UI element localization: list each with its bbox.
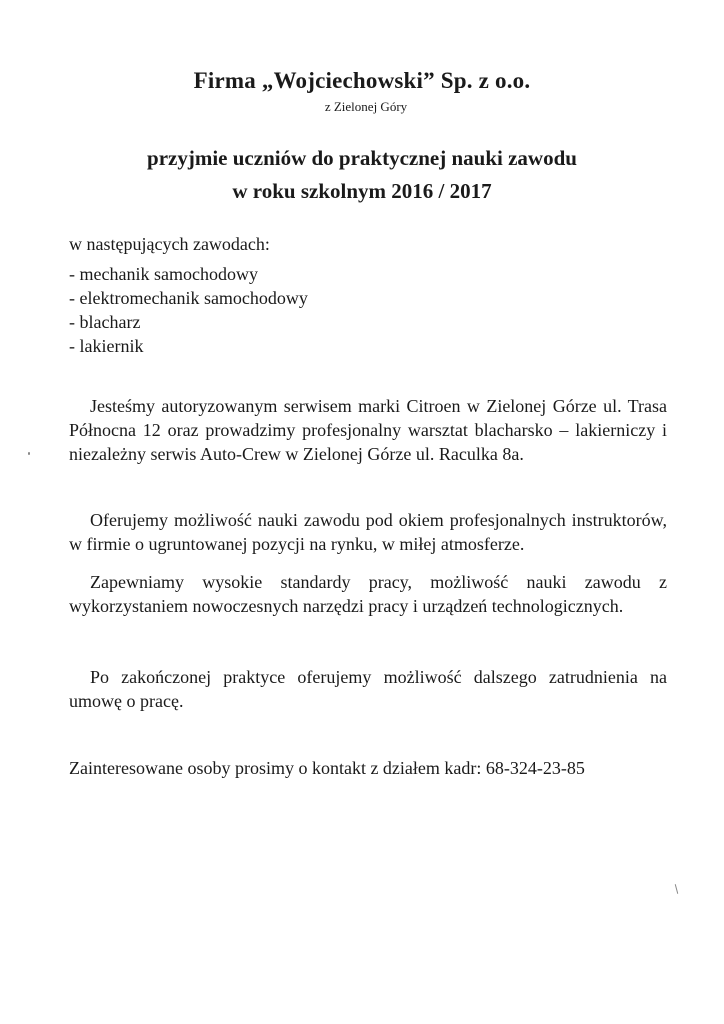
professions-intro: w następujących zawodach: [69, 234, 270, 254]
standards-paragraph: Zapewniamy wysokie standardy pracy, możliwość nauki zawodu z wykorzystaniem nowoczesnych narzędzi pracy i urządzeń technologicznych. [69, 572, 667, 616]
list-item: - blacharz [69, 312, 141, 332]
headline-line-1: przyjmie uczniów do praktycznej nauki zawodu [147, 146, 577, 170]
professions-list [69, 262, 308, 358]
company-location: z Zielonej Góry [324, 99, 408, 114]
list-item: - mechanik samochodowy [69, 264, 258, 284]
employment-paragraph: Po zakończonej praktyce oferujemy możliwość dalszego zatrudnienia na umowę o pracę. [69, 667, 667, 711]
about-paragraph: Jesteśmy autoryzowanym serwisem marki Citroen w Zielonej Górze ul. Trasa Północna 12 oraz prowadzimy profesjonalny warsztat blacharsko – lakierniczy i niezależny serwis Auto-Crew w Zielonej Górze ul. Raculka 8a. [69, 396, 667, 464]
list-item: - elektromechanik samochodowy [69, 288, 308, 308]
scan-speck [675, 884, 679, 894]
list-item: - lakiernik [69, 336, 144, 356]
scan-speck [28, 452, 30, 455]
company-name: Firma „Wojciechowski” Sp. z o.o. [193, 68, 531, 93]
offer-paragraph: Oferujemy możliwość nauki zawodu pod okiem profesjonalnych instruktorów, w firmie o ugruntowanej pozycji na rynku, w miłej atmosferze. [69, 510, 667, 554]
contact-paragraph: Zainteresowane osoby prosimy o kontakt z działem kadr: 68-324-23-85 [69, 758, 585, 778]
headline-line-2: w roku szkolnym 2016 / 2017 [232, 179, 492, 203]
